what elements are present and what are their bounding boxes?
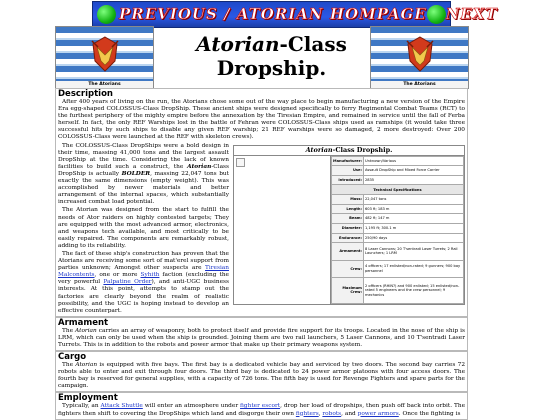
link-palpatine-order[interactable]: Palpatine Order [103, 279, 152, 286]
armament-section [55, 317, 468, 351]
spec-row [332, 223, 464, 233]
nav-banner [92, 1, 498, 28]
nav-links [119, 5, 498, 24]
spec-row [332, 166, 464, 176]
section-heading-employment: Employment [58, 393, 118, 404]
armament-paragraph: The Atorian carries an array of weaponry, both to protect itself and provide fire support for its troops. Located in the nose of the ship is LRM, which can only be used when the ship is grounded. Joining them are two rail launchers, 5 Laser Cannons, and 10 T'sentradi Laser Turrets. This is in addition to the robots and power armor that make up their primary weapons system. [58, 327, 465, 348]
spec-label: Diameter: [332, 223, 364, 233]
spec-value: 8 Laser Cannons; 20 T'sentradi Laser Turrets; 2 Rail Launchers; 1 LRM [363, 243, 463, 260]
nav-left-orb-icon [97, 5, 116, 24]
employment-paragraph: Typically, an Attack Shuttle will enter an atmosphere under fighter escort, drop her load of dropships, then push off back into orbit. The fighters then shift to covering the DropShips which land and disgorge their own fighters, robots, and power armors. Once the fighting is [58, 403, 466, 417]
spec-label: Endurance: [332, 233, 364, 243]
spec-label: Beam: [332, 214, 364, 224]
spec-value: 2 officers (RHIN?) and 900 enlisted; 15 enlisted/non-rated 5 engineers and the crew personnel; 9 mechanics [363, 278, 463, 303]
spec-label: Introduced: [332, 175, 364, 185]
broken-image-icon [236, 158, 245, 167]
spec-row [332, 185, 464, 195]
description-paragraph-3: The Atorian was designed from the start to fulfill the needs of Ator raiders on highly contested targets; They are equipped with the most advanced armor, electronics, and weapons tech available, and most critically to be easily repaired. The components are remarkably robust, adding to its reliability. [58, 207, 229, 249]
spec-label: Armament: [332, 243, 364, 260]
spec-value: 482 ft; 147 m [363, 214, 463, 224]
nav-previous-link[interactable]: PREVIOUS [119, 5, 218, 23]
link-fighters[interactable]: fighters [295, 410, 319, 417]
description-section [55, 88, 468, 317]
spec-label: Manufacturer: [332, 156, 364, 166]
atorian-emblem-icon [404, 35, 436, 73]
spec-label: Use: [332, 166, 364, 176]
spec-label: Length: [332, 204, 364, 214]
description-paragraph-1: After 400 years of living on the run, the Atorians chose some out of the way place to begin manufacturing a new version of the Empire Era egg-shaped COLOSSUS-Class DropShip. These ancient ships were designed specifically to ferry Regimental Combat Teams (RCT) to the furthest periphery of the mighty empire before the annexation by the Tiresian Empire, and remained in service until the fall of Ferba herself. In fact, the only REF Warships lost in the battle of Fehran were COLOSSUS-Class ships used as ramships (it would take three successful hits by such ships to disable any given REF warship; 21 REF warships were so damaged, 2 more destroyed: Over 200 COLOSSUS-Class were launched at the REF with skeleton crews). [58, 99, 465, 141]
nav-home-link[interactable]: ATORIAN HOMPAGE [236, 5, 427, 23]
spec-row [332, 156, 464, 166]
cargo-paragraph: The Atorian is equipped with five bays. The first bay is a dedicated vehicle bay and serviced by two doors. The second bay carries 72 robots able to enter and exit through four doors. The third bay is dedicated to 24 power armor platoons with four access doors. The fourth bay is reserved for general supplies, with a capacity of 726 tons. The fifth bay is used for Revenge Fighters and spare parts for the campaign. [58, 362, 466, 390]
nav-right-orb-icon [427, 5, 446, 24]
spec-label: Mass: [332, 195, 364, 205]
flag-caption-left: The Atorians [55, 81, 154, 89]
link-tiresian-malcontents[interactable]: Tiresian Malcontents [58, 265, 229, 279]
nav-next-link[interactable]: NEXT [445, 5, 498, 23]
link-power-armors[interactable]: power armors [357, 410, 399, 417]
atorian-flag-left [55, 26, 154, 83]
spec-value: 4 officers; 17 enlisted/non-rated; 9 gunners; 900 bay personnel [363, 260, 463, 277]
atorian-flag-right [370, 26, 469, 83]
infobox-title: Atorian-Class Dropship. [234, 146, 464, 156]
spec-value: 2835 [363, 175, 463, 185]
specs-table [331, 156, 464, 304]
link-attack-shuttle[interactable]: Attack Shuttle [100, 403, 143, 410]
spec-row [332, 233, 464, 243]
spec-label: Maximum Crew: [332, 278, 364, 303]
spec-row [332, 195, 464, 205]
cargo-section [55, 351, 468, 392]
spec-value: 22,047 tons [363, 195, 463, 205]
spec-value: Unknown/Various [363, 156, 463, 166]
ship-image-placeholder [234, 156, 331, 304]
link-fighter-escort[interactable]: fighter escort [240, 403, 281, 410]
spec-section-header: Technical Specifications [332, 185, 464, 195]
spec-row [332, 278, 464, 303]
spec-row [332, 204, 464, 214]
flag-caption-right: The Atorians [370, 81, 469, 89]
spec-label: Crew: [332, 260, 364, 277]
spec-row [332, 214, 464, 224]
description-paragraph-2: The COLOSSUS-Class DropShips were a bold design in their time, massing 41,000 tons and the largest assault DropShip at the time. Considering the lack of known facilities to build such a construct, the Atorian-Class DropShip is actually BOLDER, massing 22,047 tons but exactly the same dimensions (empty weight). This was accomplished by newer materials and better arrangement of the internal spaces, which substantially increased combat load potential. [58, 142, 229, 206]
spec-value: 1,195 ft; 300.1 m [363, 223, 463, 233]
description-paragraph-4: The fact of these ship's construction has proven that the Atorians are receiving some sort of mat'erel support from parties unknown; Amongst other suspects are Tiresian Malcontents, one or more Syhith faction (excluding the very powerful Palpatine Order), and anti-UGC business interests. At this point, attempts to stamp out the factories are clearly beyond the realm of realistic possibility, and the UGC is hoping instead to develop an effective counterpart. [58, 250, 229, 314]
spec-row [332, 260, 464, 277]
article-body [55, 88, 468, 420]
section-heading-armament: Armament [58, 317, 109, 328]
page-title: Atorian-Class Dropship. [196, 32, 347, 80]
spec-value: 603 ft; 183 m [363, 204, 463, 214]
section-heading-cargo: Cargo [58, 352, 87, 363]
link-robots[interactable]: robots [322, 410, 342, 417]
employment-section [55, 392, 468, 419]
link-syhith[interactable]: Syhith [140, 272, 160, 279]
spec-value: 250/90 days [363, 233, 463, 243]
specs-infobox [233, 145, 465, 305]
spec-value: Assault DropShip and Mixed Force Carrier [363, 166, 463, 176]
spec-row [332, 243, 464, 260]
nav-separator: / [217, 5, 237, 23]
atorian-emblem-icon [89, 35, 121, 73]
section-heading-description: Description [58, 89, 113, 99]
spec-row [332, 175, 464, 185]
